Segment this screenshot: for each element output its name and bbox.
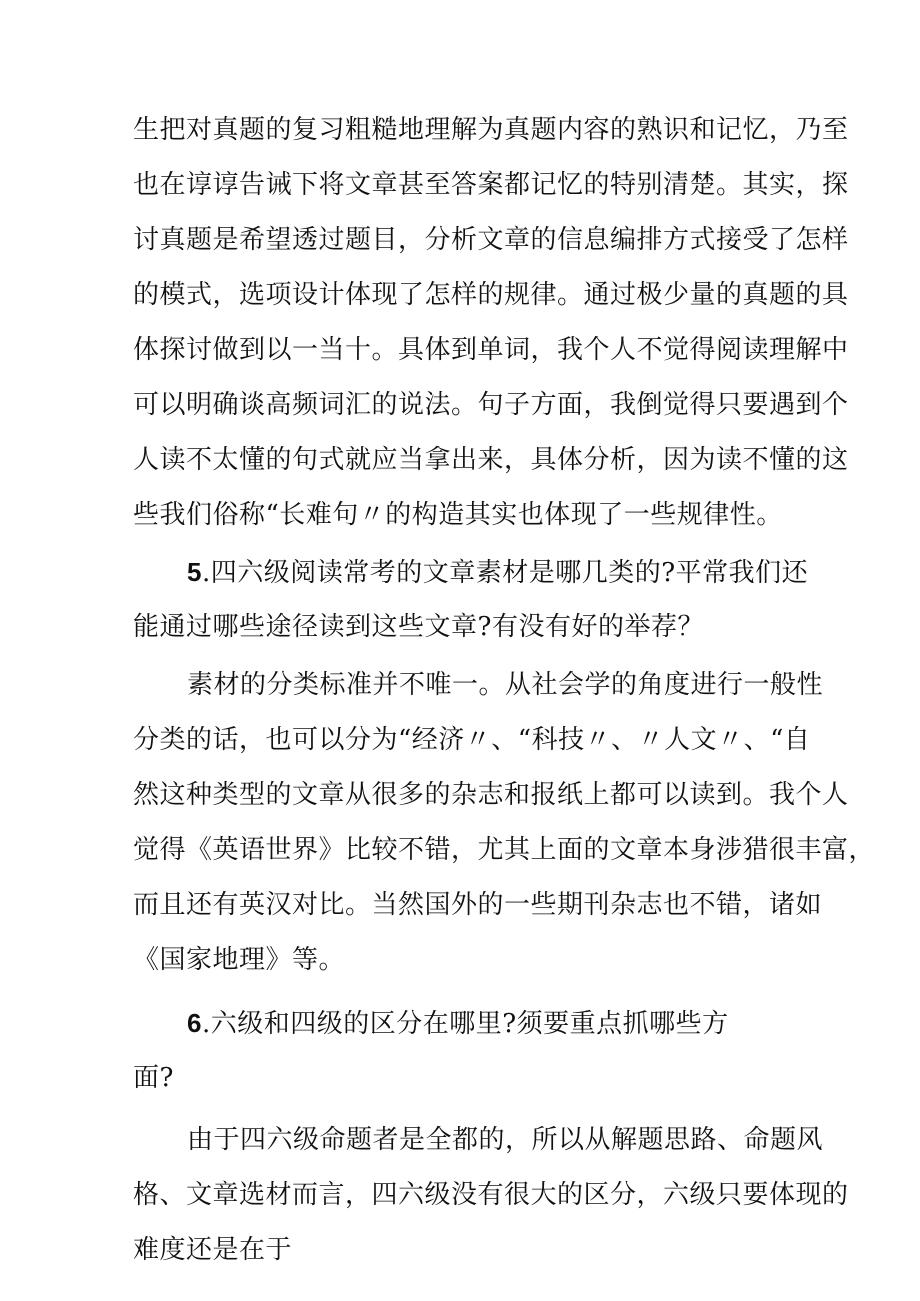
question-5-text: .四六级阅读常考的文章素材是哪几类的?平常我们还 xyxy=(201,558,809,588)
paragraph-2-line-1: 素材的分类标准并不唯一。从社会学的角度进行一般性 xyxy=(187,670,824,700)
paragraph-2-line-5: 而且还有英汉对比。当然国外的一些期刊杂志也不错，诸如 xyxy=(133,890,823,920)
question-5-heading-line-2: 能通过哪些途径读到这些文章?有没有好的举荐？ xyxy=(133,612,704,642)
question-5-heading-line-1 xyxy=(187,557,808,588)
question-6-heading-line-2: 面? xyxy=(133,1063,174,1093)
paragraph-3-line-3: 难度还是在于 xyxy=(133,1235,293,1265)
paragraph-1-line-7: 人读不太懂的句式就应当拿出来，具体分析，因为读不懂的这 xyxy=(133,445,849,475)
paragraph-1-line-8: 些我们俗称“长难句〃的构造其实也体现了一些规律性。 xyxy=(133,500,783,530)
paragraph-1-line-4: 的模式，选项设计体现了怎样的规律。通过极少量的真题的具 xyxy=(133,280,849,310)
paragraph-2-line-4: 觉得《英语世界》比较不错，尤其上面的文章本身涉猎很丰富， xyxy=(133,835,876,865)
paragraph-2-line-6: 《国家地理》等。 xyxy=(133,945,346,975)
question-5-number: 5 xyxy=(187,557,202,587)
paragraph-1-line-1: 生把对真题的复习粗糙地理解为真题内容的熟识和记忆，乃至 xyxy=(133,115,849,145)
paragraph-3-line-1: 由于四六级命题者是全都的，所以从解题思路、命题风 xyxy=(187,1125,824,1155)
paragraph-1-line-2: 也在谆谆告诫下将文章甚至答案都记忆的特别清楚。其实，探 xyxy=(133,170,849,200)
paragraph-1-line-3: 讨真题是希望透过题目，分析文章的信息编排方式接受了怎样 xyxy=(133,225,849,255)
paragraph-1-line-5: 体探讨做到以一当十。具体到单词，我个人不觉得阅读理解中 xyxy=(133,335,849,365)
paragraph-2-line-3: 然这种类型的文章从很多的杂志和报纸上都可以读到。我个人 xyxy=(133,780,849,810)
paragraph-3-line-2: 格、文章选材而言，四六级没有很大的区分，六级只要体现的 xyxy=(133,1180,849,1210)
paragraph-1-line-6: 可以明确谈高频词汇的说法。句子方面，我倒觉得只要遇到个 xyxy=(133,390,849,420)
question-6-heading-line-1 xyxy=(187,1008,729,1039)
paragraph-2-line-2: 分类的话，也可以分为“经济〃、“科技〃、〃人文〃、“自 xyxy=(133,725,811,755)
question-6-number: 6 xyxy=(187,1008,202,1038)
question-6-text: .六级和四级的区分在哪里?须要重点抓哪些方 xyxy=(201,1009,729,1039)
